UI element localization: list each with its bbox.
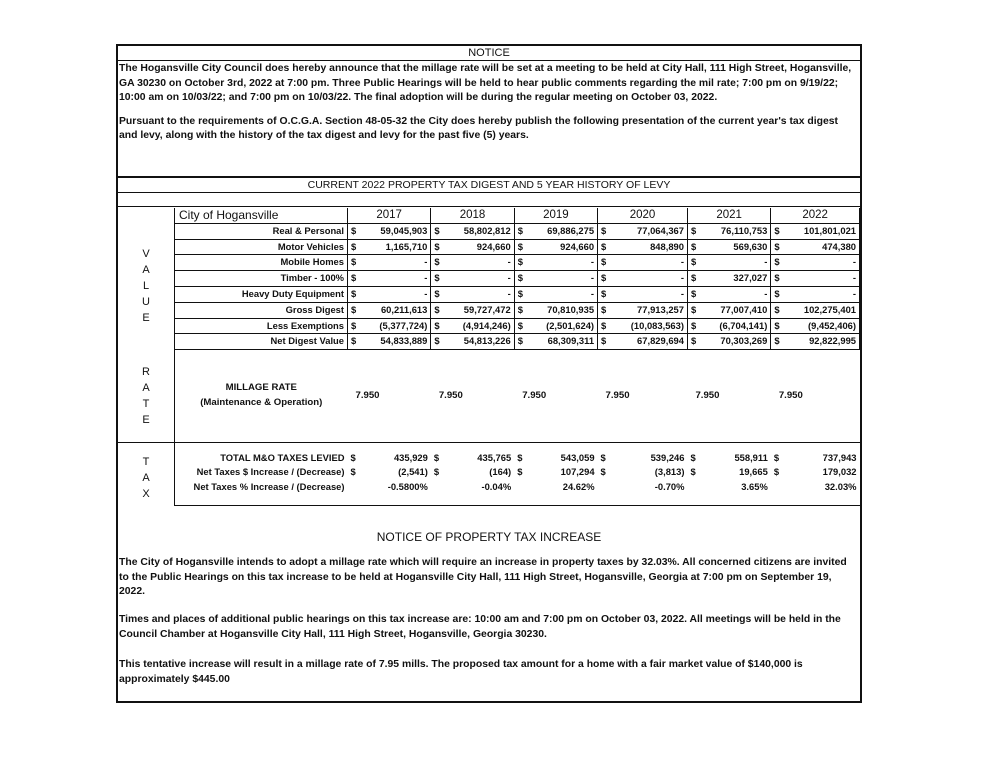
- row-label: Mobile Homes: [175, 255, 348, 271]
- bottom-spacer-cell: [175, 495, 860, 506]
- currency-sign: $: [431, 334, 446, 350]
- tax-bottom-row: [118, 495, 860, 506]
- tax-value-cell: (164): [489, 466, 512, 478]
- currency-sign: [431, 480, 446, 495]
- value-cell: -: [362, 286, 431, 302]
- currency-sign: $: [771, 255, 786, 271]
- increase-paragraph-1: The City of Hogansville intends to adopt a millage rate which will require an increase in property taxes by 32.03%. All concerned citizens are invited to the Public Hearings on this tax increase to be held at Hogansville City Hall, 111 High Street, Hogansville, Georgia at 7:00 pm on September 19, 2022.: [119, 557, 847, 598]
- value-cell: 77,007,410: [702, 302, 771, 318]
- row-label: Real & Personal: [175, 223, 348, 239]
- currency-sign: $: [687, 239, 702, 255]
- value-cell: 848,890: [612, 239, 687, 255]
- millage-rate-value: 7.950: [514, 350, 597, 443]
- currency-sign: $: [687, 318, 702, 334]
- value-cell: 101,801,021: [785, 223, 859, 239]
- header-blank-cell: [118, 208, 175, 223]
- currency-sign: $: [514, 271, 529, 287]
- currency-sign: $: [514, 255, 529, 271]
- currency-sign: $: [431, 223, 446, 239]
- tax-value-cell: 435,929: [393, 451, 428, 463]
- value-cell: 70,810,935: [529, 302, 598, 318]
- tax-value-cell: 3.65%: [741, 481, 768, 493]
- currency-sign: $: [514, 223, 529, 239]
- currency-sign: $: [348, 255, 363, 271]
- currency-sign: $: [433, 466, 440, 478]
- tax-value-cell: 32.03%: [824, 481, 857, 493]
- increase-paragraph-2: Times and places of additional public hearings on this tax increase are: 10:00 am and 7:00 pm on October 03, 2022. All meetings will be held in the Council Chamber at Hogansville City Hall, 111 High Street, Hogansville, Georgia 30230.: [119, 614, 841, 640]
- tax-value-cell: -0.70%: [654, 481, 685, 493]
- tax-value-cell: 435,765: [477, 451, 512, 463]
- currency-sign: $: [514, 334, 529, 350]
- tax-value-cell: 737,943: [822, 451, 857, 463]
- tax-digest-table: [118, 208, 860, 506]
- notice-paragraph-1: The Hogansville City Council does hereby announce that the millage rate will be set at a meeting to be held at City Hall, 111 High Street, Hogansville, GA 30230 on October 3rd, 2022 at 7:00 pm. Three Public Hearings will be held to hear public comments regarding the mil rate; 7:00 pm on 9/19/22; 10:00 am on 10/03/22; and 7:00 pm on 10/03/22. The final adoption will be during the regular meeting on October 03, 2022.: [119, 63, 852, 104]
- currency-sign: $: [771, 223, 786, 239]
- value-cell: 474,380: [785, 239, 859, 255]
- year-header: 2017: [348, 208, 431, 223]
- value-cell: 59,045,903: [362, 223, 431, 239]
- currency-sign: $: [773, 466, 780, 478]
- value-cell: 70,303,269: [702, 334, 771, 350]
- currency-sign: $: [514, 318, 529, 334]
- currency-sign: $: [517, 466, 523, 478]
- value-cell: -: [612, 255, 687, 271]
- table-row: [118, 318, 860, 334]
- currency-sign: $: [600, 451, 606, 463]
- currency-sign: $: [348, 334, 363, 350]
- millage-rate-subtitle: (Maintenance & Operation): [200, 396, 323, 408]
- divider: [118, 206, 860, 207]
- table-row: [118, 334, 860, 350]
- value-cell: 69,886,275: [529, 223, 598, 239]
- millage-rate-value: 7.950: [598, 350, 688, 443]
- value-cell: -: [529, 271, 598, 287]
- currency-sign: $: [350, 466, 356, 478]
- rate-side-label-letters: R A T E: [142, 365, 150, 426]
- value-cell: -: [529, 286, 598, 302]
- value-cell: 924,660: [529, 239, 598, 255]
- value-cell: 58,802,812: [445, 223, 514, 239]
- value-cell: 68,309,311: [529, 334, 598, 350]
- notice-title: NOTICE: [118, 46, 860, 61]
- currency-sign: $: [348, 223, 363, 239]
- currency-sign: $: [431, 318, 446, 334]
- entity-name: City of Hogansville: [175, 208, 348, 223]
- currency-sign: $: [600, 466, 606, 478]
- table-row: [118, 302, 860, 318]
- tax-notice-document: [116, 44, 862, 703]
- currency-sign: $: [687, 271, 702, 287]
- currency-sign: $: [771, 318, 786, 334]
- value-cell: 76,110,753: [702, 223, 771, 239]
- currency-sign: $: [431, 255, 446, 271]
- currency-sign: $: [687, 223, 702, 239]
- value-cell: -: [445, 255, 514, 271]
- table-row: [118, 255, 860, 271]
- value-cell: 67,829,694: [612, 334, 687, 350]
- currency-sign: $: [598, 223, 613, 239]
- digest-title: CURRENT 2022 PROPERTY TAX DIGEST AND 5 YEAR HISTORY OF LEVY: [118, 176, 860, 193]
- currency-sign: [771, 480, 786, 495]
- value-cell: -: [445, 271, 514, 287]
- currency-sign: $: [431, 302, 446, 318]
- currency-sign: $: [687, 255, 702, 271]
- currency-sign: $: [690, 466, 696, 478]
- rate-side-label: [118, 350, 175, 443]
- currency-sign: $: [598, 286, 613, 302]
- currency-sign: $: [598, 255, 613, 271]
- millage-rate-value: 7.950: [771, 350, 860, 443]
- tax-value-cell: 24.62%: [562, 481, 595, 493]
- millage-rate-row: [118, 350, 860, 443]
- tax-value-cell: 558,911: [734, 451, 768, 463]
- millage-rate-value: 7.950: [431, 350, 514, 443]
- value-side-label-letters: V A L U E: [142, 248, 150, 325]
- value-cell: -: [362, 255, 431, 271]
- row-label: Timber - 100%: [175, 271, 348, 287]
- value-cell: -: [785, 286, 859, 302]
- currency-sign: $: [690, 451, 696, 463]
- tax-value-cell: -0.04%: [481, 481, 512, 493]
- currency-sign: $: [348, 286, 363, 302]
- value-cell: -: [702, 255, 771, 271]
- value-cell: (10,083,563): [612, 318, 687, 334]
- value-cell: 59,727,472: [445, 302, 514, 318]
- tax-value-cell: 543,059: [560, 451, 595, 463]
- value-cell: -: [529, 255, 598, 271]
- tax-row-label: Net Taxes % Increase / (Decrease): [193, 481, 345, 493]
- value-cell: -: [785, 271, 859, 287]
- currency-sign: $: [348, 271, 363, 287]
- row-label: Gross Digest: [175, 302, 348, 318]
- tax-side-spacer: [118, 442, 175, 451]
- value-cell: (4,914,246): [445, 318, 514, 334]
- table-row: [118, 286, 860, 302]
- year-header: 2022: [771, 208, 860, 223]
- tax-value-cell: (2,541): [398, 466, 428, 478]
- tax-value-cell: 179,032: [822, 466, 857, 478]
- tax-row-label: Net Taxes $ Increase / (Decrease): [196, 466, 345, 478]
- value-cell: (2,501,624): [529, 318, 598, 334]
- currency-sign: $: [514, 286, 529, 302]
- currency-sign: $: [771, 286, 786, 302]
- millage-rate-value: 7.950: [687, 350, 770, 443]
- value-side-label: [118, 223, 175, 349]
- year-header-row: [118, 208, 860, 223]
- value-cell: 569,630: [702, 239, 771, 255]
- value-cell: 77,064,367: [612, 223, 687, 239]
- value-cell: 54,833,889: [362, 334, 431, 350]
- value-cell: -: [362, 271, 431, 287]
- tax-row: [118, 480, 860, 495]
- currency-sign: $: [431, 271, 446, 287]
- row-label: Less Exemptions: [175, 318, 348, 334]
- currency-sign: $: [598, 271, 613, 287]
- currency-sign: $: [687, 286, 702, 302]
- spacer-row: [118, 442, 860, 451]
- currency-sign: $: [771, 271, 786, 287]
- tax-row: [118, 465, 860, 480]
- row-label: Motor Vehicles: [175, 239, 348, 255]
- currency-sign: $: [348, 302, 363, 318]
- tax-side-label: [118, 451, 175, 506]
- year-header: 2019: [514, 208, 597, 223]
- currency-sign: $: [771, 334, 786, 350]
- year-header: 2018: [431, 208, 514, 223]
- millage-rate-title: MILLAGE RATE: [225, 382, 297, 394]
- tax-value-cell: -0.5800%: [387, 481, 428, 493]
- increase-notice-title: NOTICE OF PROPERTY TAX INCREASE: [376, 530, 602, 544]
- value-cell: -: [702, 286, 771, 302]
- currency-sign: [348, 480, 363, 495]
- currency-sign: [687, 480, 702, 495]
- currency-sign: $: [687, 302, 702, 318]
- value-cell: 1,165,710: [362, 239, 431, 255]
- value-cell: 77,913,257: [612, 302, 687, 318]
- currency-sign: $: [773, 451, 780, 463]
- currency-sign: $: [771, 302, 786, 318]
- currency-sign: $: [348, 239, 363, 255]
- year-header: 2020: [598, 208, 688, 223]
- value-cell: 60,211,613: [362, 302, 431, 318]
- value-cell: 54,813,226: [445, 334, 514, 350]
- currency-sign: $: [514, 239, 529, 255]
- value-cell: (5,377,724): [362, 318, 431, 334]
- tax-row-label: TOTAL M&O TAXES LEVIED: [220, 451, 345, 463]
- currency-sign: [514, 480, 529, 495]
- value-cell: 924,660: [445, 239, 514, 255]
- table-row: [118, 223, 860, 239]
- value-cell: (9,452,406): [785, 318, 859, 334]
- value-cell: -: [445, 286, 514, 302]
- year-header: 2021: [687, 208, 770, 223]
- currency-sign: $: [350, 451, 356, 463]
- currency-sign: $: [348, 318, 363, 334]
- currency-sign: $: [431, 239, 446, 255]
- currency-sign: $: [431, 286, 446, 302]
- value-cell: (6,704,141): [702, 318, 771, 334]
- value-cell: -: [612, 271, 687, 287]
- currency-sign: $: [598, 302, 613, 318]
- currency-sign: [598, 480, 613, 495]
- tax-value-cell: (3,813): [654, 466, 685, 478]
- row-label: Net Digest Value: [175, 334, 348, 350]
- currency-sign: $: [598, 239, 613, 255]
- row-label: Heavy Duty Equipment: [175, 286, 348, 302]
- currency-sign: $: [517, 451, 523, 463]
- currency-sign: $: [514, 302, 529, 318]
- tax-side-label-letters: T A X: [142, 456, 150, 501]
- currency-sign: $: [771, 239, 786, 255]
- currency-sign: $: [687, 334, 702, 350]
- increase-paragraph-3: This tentative increase will result in a millage rate of 7.95 mills. The proposed tax amount for a home with a fair market value of $140,000 is approximately $445.00: [119, 659, 803, 685]
- currency-sign: $: [598, 334, 613, 350]
- tax-value-cell: 19,665: [739, 466, 768, 478]
- table-row: [118, 239, 860, 255]
- currency-sign: $: [598, 318, 613, 334]
- value-cell: 327,027: [702, 271, 771, 287]
- value-cell: 92,822,995: [785, 334, 859, 350]
- tax-value-cell: 539,246: [650, 451, 685, 463]
- tax-value-cell: 107,294: [560, 466, 595, 478]
- value-cell: -: [612, 286, 687, 302]
- notice-paragraph-2: Pursuant to the requirements of O.C.G.A. Section 48-05-32 the City does hereby publish the following presentation of the current year's tax digest and levy, along with the history of the tax digest and levy for the past five (5) years.: [119, 115, 838, 142]
- value-cell: 102,275,401: [785, 302, 859, 318]
- spacer-cell: [175, 442, 860, 451]
- tax-row: [118, 451, 860, 466]
- table-row: [118, 271, 860, 287]
- currency-sign: $: [433, 451, 440, 463]
- value-cell: -: [785, 255, 859, 271]
- millage-rate-label: [175, 350, 348, 443]
- millage-rate-value: 7.950: [348, 350, 431, 443]
